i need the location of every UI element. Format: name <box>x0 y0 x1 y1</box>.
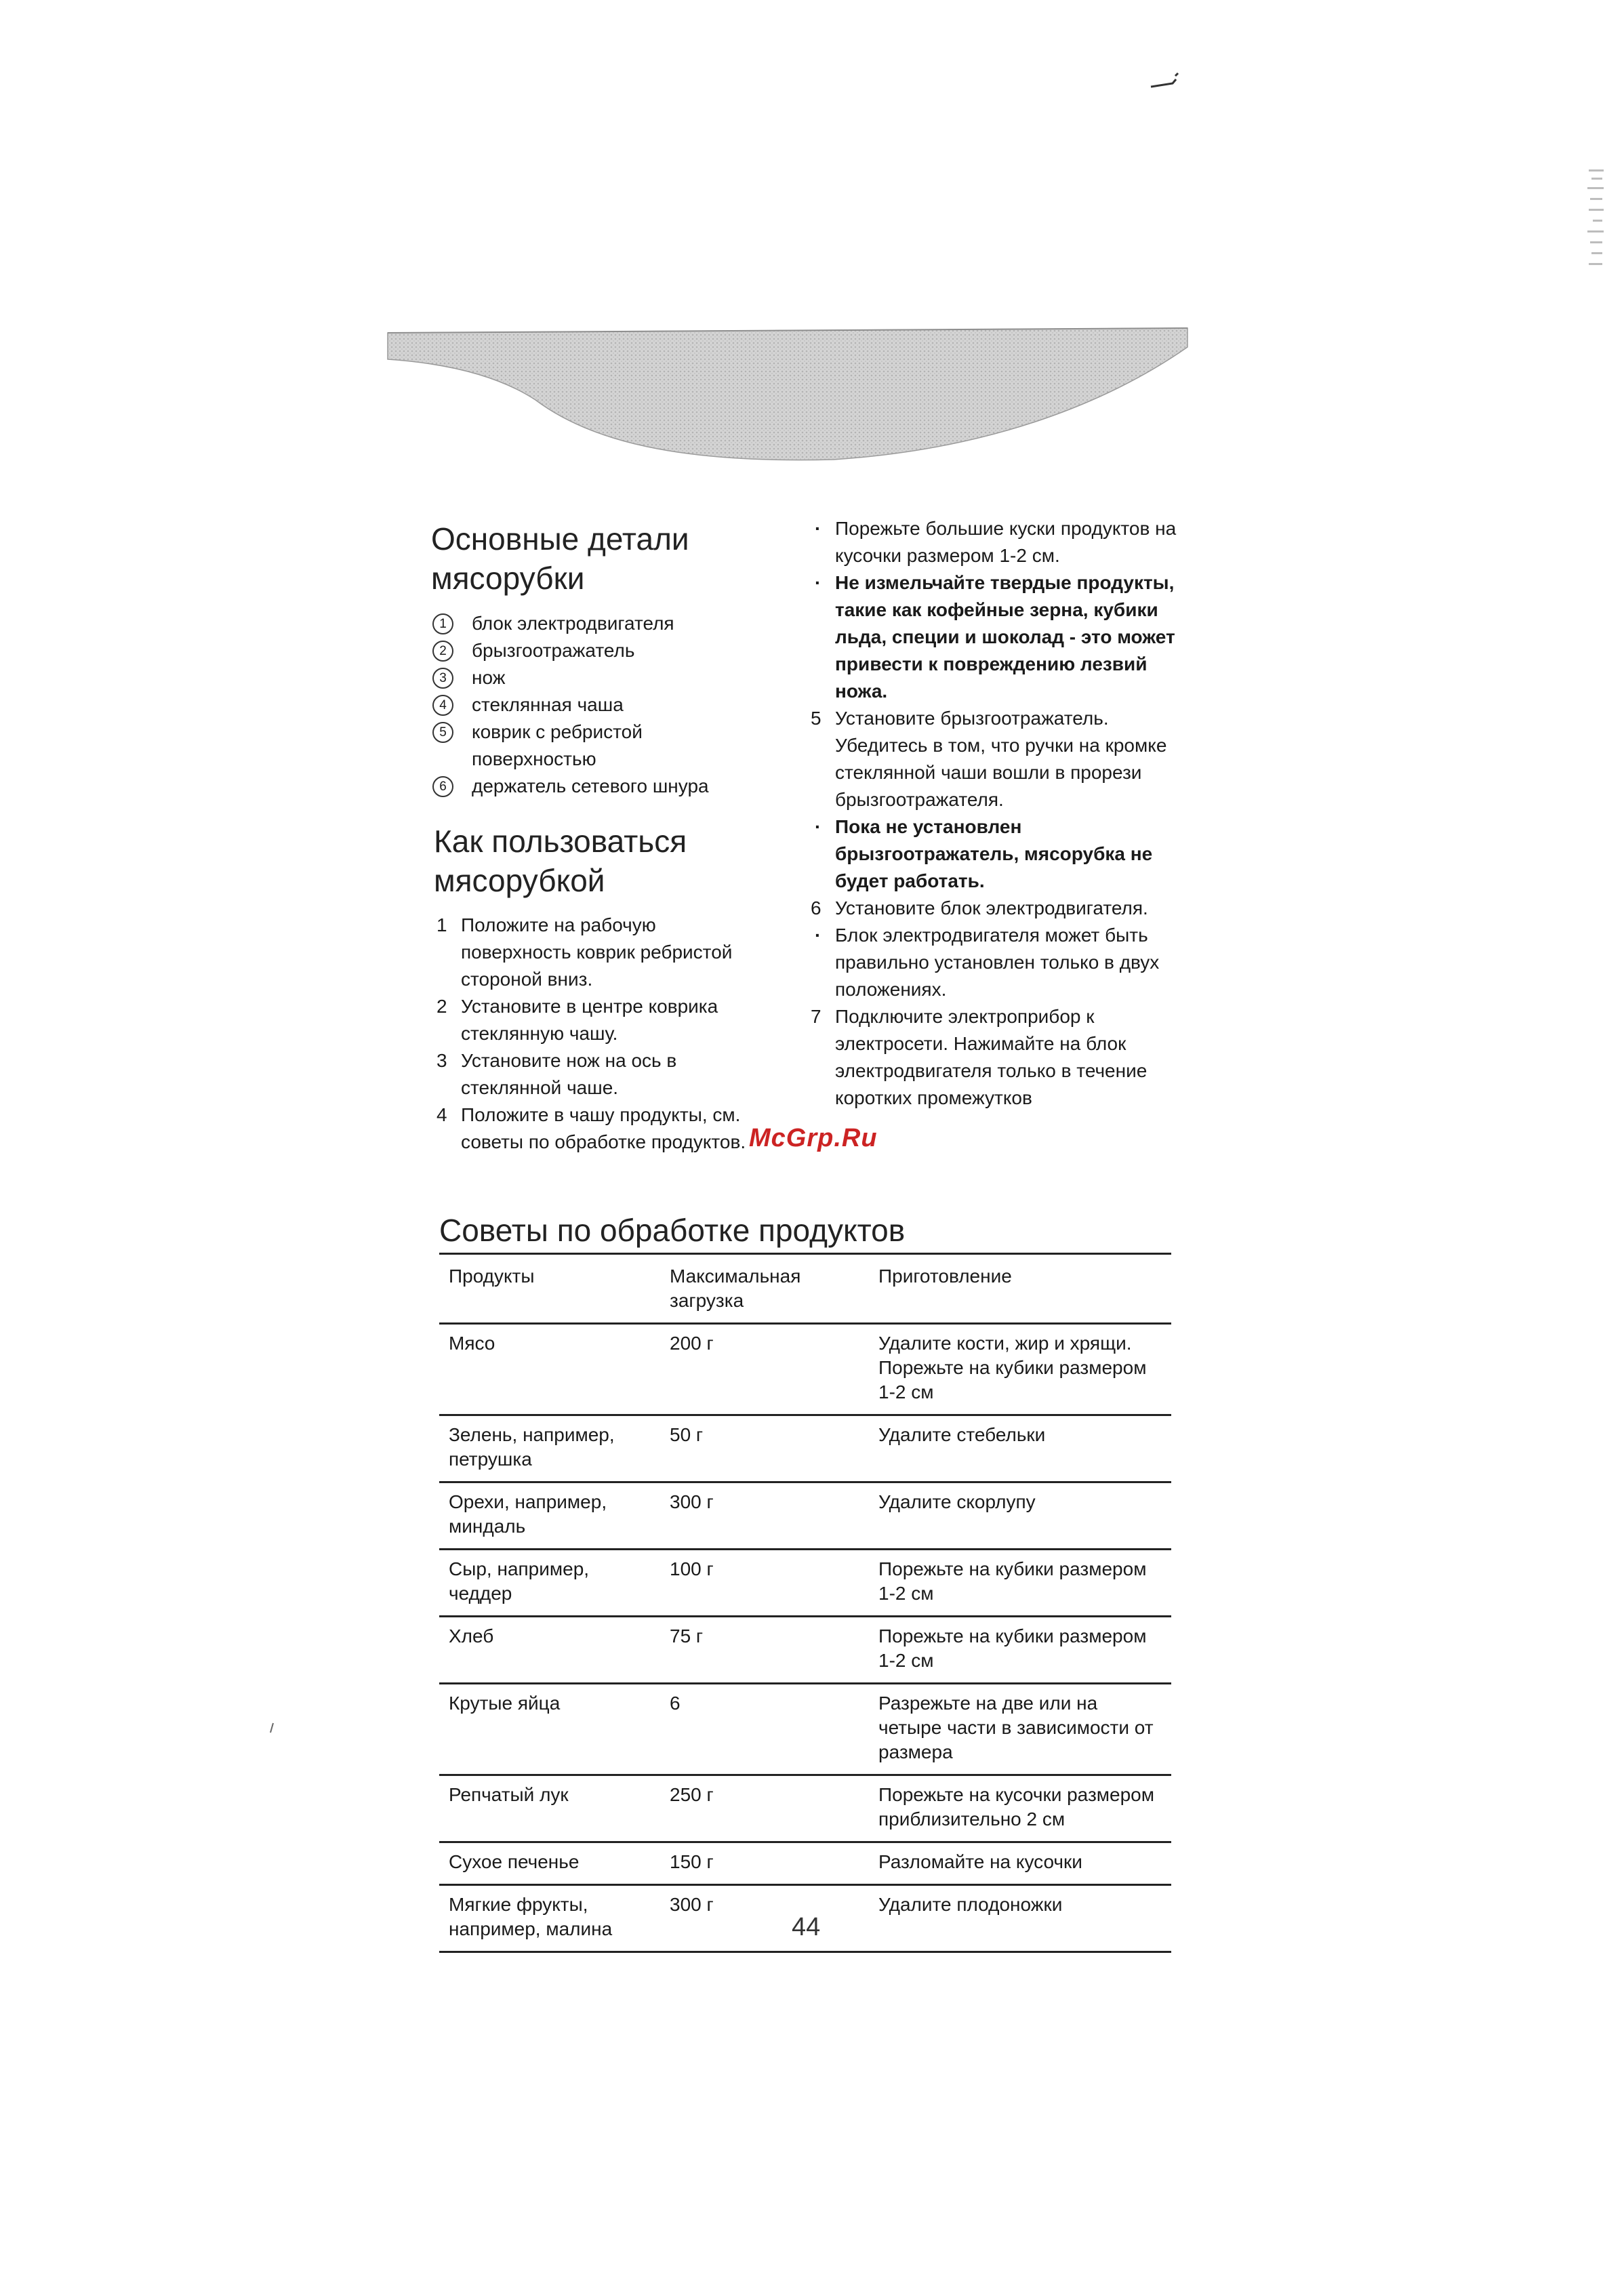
part-item <box>431 691 784 719</box>
column-header: Продукты <box>449 1266 535 1287</box>
usage-step <box>811 705 1177 813</box>
tips-table <box>439 1253 1171 1953</box>
product-cell: Репчатый лук <box>449 1784 569 1805</box>
tips-title: Советы по обработке продуктов <box>439 1213 906 1248</box>
prep-cell: Разломайте на кусочки <box>878 1851 1082 1872</box>
product-cell: Мягкие фрукты, например, малина <box>449 1894 613 1939</box>
load-cell: 50 г <box>670 1424 704 1445</box>
table-row <box>439 1617 1171 1684</box>
product-cell: Зелень, например, петрушка <box>449 1424 615 1470</box>
prep-cell: Порежьте на кубики размером 1-2 см <box>878 1558 1147 1604</box>
usage-step <box>437 993 748 1047</box>
note-bullet: · Блок электродвигателя может быть правильно установлен только в двух положениях. <box>811 922 1177 1003</box>
part-label: стеклянная чаша <box>472 694 624 715</box>
part-number-badge: 1 <box>432 613 453 634</box>
usage-step <box>811 1003 1177 1112</box>
load-cell: 75 г <box>670 1625 704 1646</box>
usage-step <box>437 1102 748 1156</box>
step-text: Положите в чашу продукты, см. советы по обработке продуктов. <box>461 1104 746 1152</box>
part-item <box>431 637 784 664</box>
table-row <box>439 1324 1171 1415</box>
warning-bullet: · Пока не установлен брызгоотражатель, мясорубка не будет работать. <box>811 813 1177 895</box>
step-text: Подключите электроприбор к электросети. Нажимайте на блок электродвигателя только в течение коротких промежутков <box>835 1006 1148 1108</box>
step-number: 1 <box>437 914 447 935</box>
step-text: Положите на рабочую поверхность коврик ребристой стороной вниз. <box>461 914 733 990</box>
load-cell: 300 г <box>670 1491 714 1512</box>
part-item <box>431 610 784 637</box>
corner-scan-mark <box>1151 73 1178 87</box>
load-cell: 150 г <box>670 1851 714 1872</box>
column-header-label: Максимальная загрузка <box>670 1266 801 1311</box>
part-number-badge: 5 <box>432 722 453 743</box>
load-cell: 200 г <box>670 1333 714 1354</box>
step-text: Установите брызгоотражатель. Убедитесь в том, что ручки на кромке стеклянной чаши вошли в прорези брызгоотражателя. <box>835 708 1167 810</box>
part-number-badge: 3 <box>432 668 453 689</box>
column-header <box>660 1254 869 1324</box>
prep-cell: Удалите скорлупу <box>878 1491 1036 1512</box>
part-item <box>431 664 784 691</box>
part-label: брызгоотражатель <box>472 640 635 661</box>
part-number-badge: 2 <box>432 641 453 662</box>
load-cell: 6 <box>670 1693 681 1714</box>
part-number-badge: 4 <box>432 695 453 716</box>
banner-top-line <box>388 328 1187 333</box>
table-header-row <box>439 1254 1171 1324</box>
step-number: 3 <box>437 1050 447 1071</box>
table-row <box>439 1482 1171 1550</box>
usage-step <box>437 912 748 993</box>
product-cell: Сыр, например, чеддер <box>449 1558 590 1604</box>
part-label: блок электродвигателя <box>472 613 674 634</box>
load-cell: 250 г <box>670 1784 714 1805</box>
page-number: 44 <box>792 1913 821 1941</box>
part-label: держатель сетевого шнура <box>472 775 709 796</box>
tip-bullet: · Порежьте большие куски продуктов на кусочки размером 1-2 см. <box>811 515 1177 569</box>
table-row <box>439 1775 1171 1842</box>
edge-scan-noise <box>1587 169 1604 265</box>
step-text: Установите нож на ось в стеклянной чаше. <box>461 1050 677 1098</box>
prep-cell: Порежьте на кубики размером 1-2 см <box>878 1625 1147 1671</box>
part-label: нож <box>472 667 506 688</box>
product-cell: Крутые яйца <box>449 1693 561 1714</box>
left-scan-tick <box>270 1723 273 1733</box>
warning-bullet: · Не измельчайте твердые продукты, такие как кофейные зерна, кубики льда, специи и шоколад - это может привести к повреждению лезвий ножа. <box>811 569 1177 705</box>
prep-cell: Удалите плодоножки <box>878 1894 1063 1915</box>
step-text: Установите в центре коврика стеклянную чашу. <box>461 996 718 1044</box>
prep-cell: Удалите кости, жир и хрящи. Порежьте на кубики размером 1-2 см <box>878 1333 1147 1402</box>
product-cell: Мясо <box>449 1333 495 1354</box>
product-cell: Сухое печенье <box>449 1851 580 1872</box>
table-row <box>439 1550 1171 1617</box>
prep-cell: Удалите стебельки <box>878 1424 1046 1445</box>
usage-step <box>811 895 1177 922</box>
load-cell: 300 г <box>670 1894 714 1915</box>
part-number-badge: 6 <box>432 776 453 797</box>
site-watermark: McGrp.Ru <box>749 1124 878 1152</box>
table-row <box>439 1415 1171 1482</box>
prep-cell: Разрежьте на две или на четыре части в зависимости от размера <box>878 1693 1154 1762</box>
load-cell: 100 г <box>670 1558 714 1579</box>
instructions-right-column <box>811 515 1177 1112</box>
step-text: Установите блок электродвигателя. <box>835 897 1148 918</box>
product-cell: Орехи, например, миндаль <box>449 1491 607 1537</box>
step-number: 4 <box>437 1104 447 1125</box>
part-item <box>431 719 756 773</box>
part-item <box>431 773 784 800</box>
usage-steps <box>437 912 748 1156</box>
table-row <box>439 1684 1171 1775</box>
step-number: 2 <box>437 996 447 1017</box>
step-number: 6 <box>811 897 821 918</box>
banner-wave <box>388 328 1187 460</box>
prep-cell: Порежьте на кусочки размером приблизительно 2 см <box>878 1784 1154 1830</box>
usage-title: Как пользоваться мясорубкой <box>434 824 687 898</box>
usage-step <box>437 1047 748 1102</box>
step-number: 7 <box>811 1006 821 1027</box>
product-cell: Хлеб <box>449 1625 494 1646</box>
part-label: коврик с ребристой поверхностью <box>472 721 643 769</box>
parts-title: Основные детали мясорубки <box>431 521 689 596</box>
column-header: Приготовление <box>878 1266 1012 1287</box>
parts-list <box>431 610 784 800</box>
step-number: 5 <box>811 708 821 729</box>
table-row <box>439 1842 1171 1885</box>
